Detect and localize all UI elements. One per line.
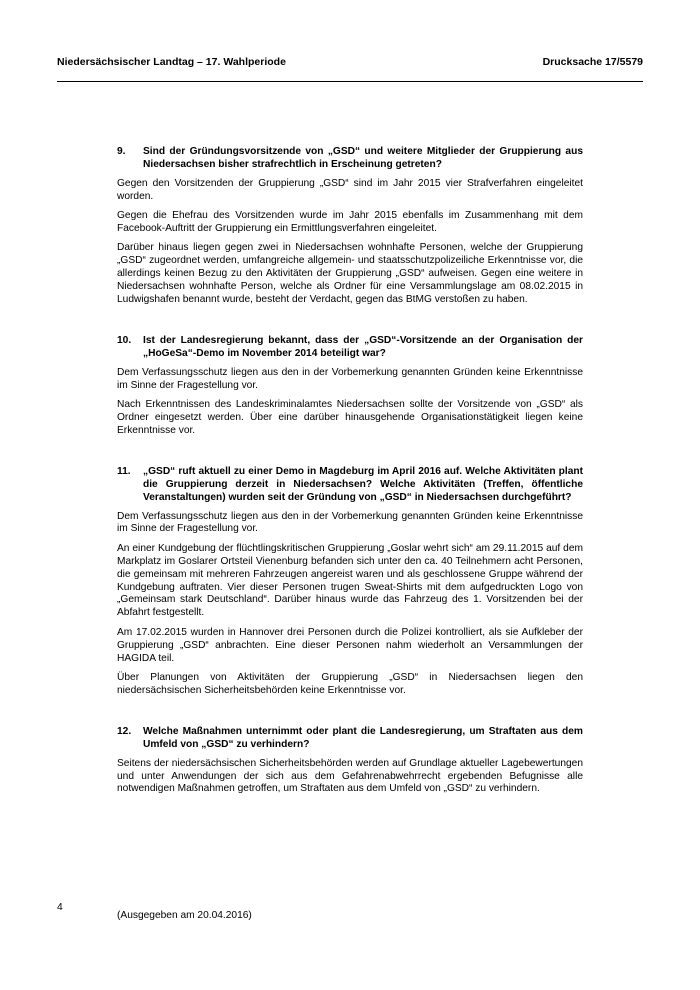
question-block-11: [117, 466, 583, 698]
answer-paragraph: Gegen die Ehefrau des Vorsitzenden wurde im Jahr 2015 ebenfalls im Zusammenhang mit dem Facebook-Auftritt der Gruppierung ein Ermittlungsverfahren eingeleitet.: [117, 210, 583, 235]
question-block-9: [117, 146, 583, 307]
question-text: Ist der Landesregierung bekannt, dass der „GSD“-Vorsitzende an der Organisation der „HoGeSa“-Demo im November 2014 beteiligt war?: [143, 334, 583, 359]
question-number: 12.: [117, 725, 132, 737]
answer-paragraph: Seitens der niedersächsischen Sicherheitsbehörden werden auf Grundlage aktueller Lagebewertungen und unter Anwendungen der sich aus dem Gefahrenabwehrrecht ergebenden Befugnisse alle notwendigen Maßnahmen getroffen, um Straftaten aus dem Umfeld von „GSD“ zu verhindern.: [117, 757, 583, 795]
header-document-number: Drucksache 17/5579: [542, 56, 643, 68]
document-body: [117, 146, 583, 824]
answer-paragraph: Am 17.02.2015 wurden in Hannover drei Personen durch die Polizei kontrolliert, als sie Aufkleber der Gruppierung „GSD“ anbrachten. Eine dieser Personen nahm wiederholt an Versammlungen der HAGIDA teil.: [117, 626, 583, 664]
question-block-10: [117, 335, 583, 438]
question-text: Welche Maßnahmen unternimmt oder plant die Landesregierung, um Straftaten aus dem Umfeld von „GSD“ zu verhindern?: [143, 725, 583, 750]
header-parliament: Niedersächsischer Landtag – 17. Wahlperiode: [57, 56, 286, 68]
issue-date: (Ausgegeben am 20.04.2016): [117, 910, 252, 921]
answer-paragraph: Dem Verfassungsschutz liegen aus den in der Vorbemerkung genannten Gründen keine Erkenntnisse im Sinne der Fragestellung vor.: [117, 366, 583, 391]
page-header: [57, 56, 643, 68]
answer-paragraph: Nach Erkenntnissen des Landeskriminalamtes Niedersachsen sollte der Vorsitzende von „GSD“ als Ordner eingesetzt werden. Über eine darüber hinausgehende Organisationstätigkeit liegen keine Erkenntnisse vor.: [117, 399, 583, 436]
answer-paragraph: An einer Kundgebung der flüchtlingskritischen Gruppierung „Goslar wehrt sich“ am 29.11.2015 auf dem Markplatz im Goslarer Ortsteil Vienenburg befanden sich unter den ca. 40 Teilnehmern acht Personen, die gemeinsam mit mehreren Fahrzeugen angereist waren und als geschlossene Gruppe während der Kundgebung auftraten. Vier dieser Personen trugen Sweat-Shirts mit dem aufgedruckten Logo von „Gemeinsam stark Deutschland“. Darüber hinaus wurde das Fahrzeug des 1. Vorsitzenden bei der Abfahrt festgestellt.: [117, 542, 583, 619]
question-heading: [117, 726, 583, 752]
question-number: 9.: [117, 146, 126, 157]
answer-paragraph: Über Planungen von Aktivitäten der Gruppierung „GSD“ in Niedersachsen liegen den niedersächsischen Sicherheitsbehörden keine Erkenntnisse vor.: [117, 672, 583, 696]
answer-paragraph: Darüber hinaus liegen gegen zwei in Niedersachsen wohnhafte Personen, welche der Gruppierung „GSD“ zugeordnet werden, umfangreiche allgemein- und staatsschutzpolizeiliche Erkenntnisse vor, die allerdings keinen Bezug zu den Aktivitäten der Gruppierung „GSD“ aufweisen. Gegen eine weitere in Niedersachsen wohnhafte Person, welche als Ordner für eine Versammlungslage am 08.02.2015 in Ludwigshafen benannt wurde, besteht der Verdacht, gegen das BtMG verstoßen zu haben.: [117, 242, 583, 306]
answer-paragraph: Dem Verfassungsschutz liegen aus den in der Vorbemerkung genannten Gründen keine Erkenntnisse im Sinne der Fragestellung vor.: [117, 510, 583, 535]
question-heading: [117, 466, 583, 505]
question-heading: [117, 146, 583, 172]
question-number: 10.: [117, 334, 132, 346]
question-heading: [117, 335, 583, 361]
page-number: 4: [57, 902, 63, 913]
question-text: „GSD“ ruft aktuell zu einer Demo in Magdeburg im April 2016 auf. Welche Aktivitäten plant die Gruppierung derzeit in Niedersachsen? Welche Aktivitäten (Treffen, öffentliche Veranstaltungen) wurden seit der Gründung von „GSD“ in Niedersachsen durchgeführt?: [143, 465, 583, 503]
answer-paragraph: Gegen den Vorsitzenden der Gruppierung „GSD“ sind im Jahr 2015 vier Strafverfahren eingeleitet worden.: [117, 177, 583, 202]
question-block-12: [117, 726, 583, 797]
question-number: 11.: [117, 465, 131, 477]
header-rule: [57, 81, 643, 82]
question-text: Sind der Gründungsvorsitzende von „GSD“ und weitere Mitglieder der Gruppierung aus Niedersachsen bisher strafrechtlich in Erscheinung getreten?: [143, 146, 583, 170]
